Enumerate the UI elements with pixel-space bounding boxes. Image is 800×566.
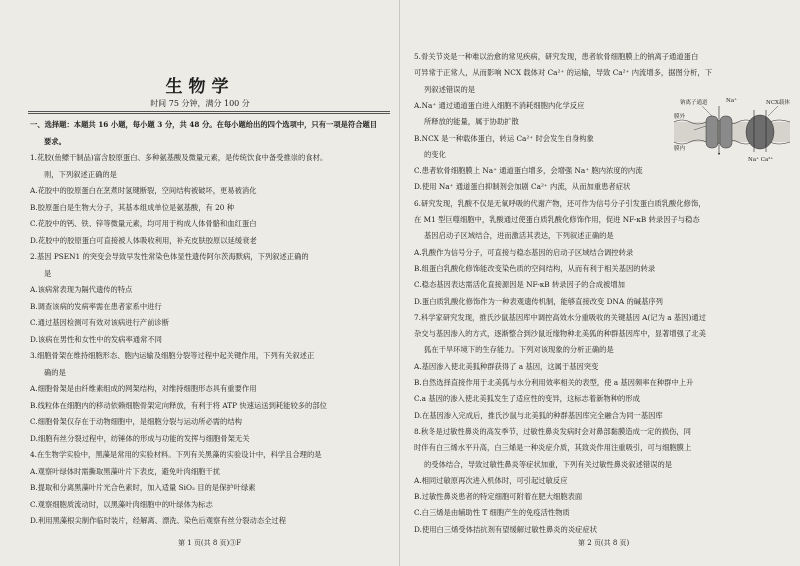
text-line: 2.基因 PSEN1 的突变会导致早发性常染色体显性遗传阿尔茨海默病，下列叙述正确的 (30, 252, 309, 261)
exam-title: 生物学 (165, 77, 235, 97)
text-line: B.组蛋白乳酸化修饰能改变染色质的空间结构，从而有利于相关基因的转录 (414, 263, 656, 273)
text-line: A.花胶中的胶原蛋白在烹煮时氢键断裂，空间结构被破坏，更易被消化 (30, 186, 257, 195)
text-line: B.胶原蛋白是生物大分子，其基本组成单位是氨基酸，有 20 种 (30, 202, 235, 212)
text-line: A.Na⁺ 通过通道蛋白进入细胞不消耗细胞内化学反应 (414, 100, 585, 110)
text-line: A.乳酸作为信号分子，可直接与稳态基因的启动子区域结合调控转录 (414, 247, 634, 257)
text-line: 5.骨关节炎是一种难以治愈的常见疾病，研究发现，患者软骨细胞膜上的钠离子通道蛋白 (414, 52, 699, 61)
text-line: 是 (44, 268, 52, 278)
figure-label-channel: 钠离子通道 (680, 100, 708, 106)
figure-label-inside: 膜内 (674, 146, 686, 152)
text-line: A.细胞骨架是由纤维素组成的网架结构，对维持细胞形态具有重要作用 (30, 384, 257, 393)
text-line: 8.秋冬是过敏性鼻炎的高发季节，过敏性鼻炎发病时会对鼻部黏膜造成一定的损伤，同 (414, 426, 691, 436)
text-line: C.a 基因的渗入使北美狐发生了适应性的变异，这标志着新物种的形成 (414, 394, 640, 404)
text-line: D.该病在男性和女性中的发病率通常不同 (30, 334, 162, 344)
text-line: 4.在生物学实验中，黑藻是常用的实验材料。下列有关黑藻的实验设计中，科学且合理的是 (30, 450, 322, 459)
figure-label-sodium: Na⁺ (726, 98, 737, 104)
text-line: D.细胞有丝分裂过程中，纺锤体的形成与功能的发挥与细胞骨架无关 (30, 433, 250, 443)
title-divider (28, 111, 390, 112)
text-line: 确的是 (44, 367, 66, 377)
figure-label-outside: 膜外 (674, 114, 686, 120)
text-line: B.调查该病的发病率需在患者家系中进行 (30, 301, 162, 311)
text-line: C.白三烯是由辅助性 T 细胞产生的免疫活性物质 (414, 508, 570, 518)
text-line: C.稳态基因表达需活化直接源因是 NF-κB 转录因子的合成被增加 (414, 280, 625, 290)
text-line: A.相同过敏原再次进入机体时，可引起过敏反应 (414, 475, 568, 485)
text-line: B.过敏性鼻炎患者的特定细胞可附着在肥大细胞表面 (414, 492, 583, 502)
text-line: 3.细胞骨架在维持细胞形态、胞内运输及细胞分裂等过程中起关键作用，下列有关叙述正 (30, 351, 315, 360)
text-line: B.线粒体在细胞内的移动依赖细胞骨架定向释放，有利于将 ATP 快速运送到耗能较多的部位 (30, 400, 327, 410)
text-line: 基因启动子区域结合，进而激活其表达，下列叙述正确的是 (424, 231, 614, 241)
text-line: D.在基因渗入完成后，推氏沙鼠与北美狐的种群基因库完全融合为同一基因库 (414, 410, 663, 420)
text-line: 的受体结合，导致过敏性鼻炎等症状加重，下列有关过敏性鼻炎叙述错误的是 (424, 459, 673, 469)
text-line: D.使用 Na⁺ 通道蛋白抑制剂会加剧 Ca²⁺ 内流，从而加重患者症状 (414, 182, 631, 192)
exam-subtitle: 时间 75 分钟，满分 100 分 (150, 99, 250, 108)
figure-label-ncx: NCX载体 (766, 100, 790, 106)
page-1-footer: 第 1 页(共 8 页)③F (178, 539, 242, 547)
text-line: B.自然选择直接作用于北美狐与水分利用效率相关的表型，使 a 基因频率在种群中上升 (414, 378, 694, 387)
text-line: A.观察叶绿体时需撕取黑藻叶片下表皮，避免叶肉细胞干扰 (30, 466, 221, 476)
text-line: 杂交与基因渗入的方式，逐渐整合到沙鼠近缘物种北美狐的种群基因库中，显著增强了北美 (414, 329, 706, 339)
text-line: 列叙述错误的是 (424, 84, 476, 94)
text-line: 7.科学家研究发现，推氏沙鼠基因库中调控高效水分重吸收的关键基因 A(记为 a 基因)通过 (414, 312, 706, 322)
text-line: B.提取和分离黑藻叶片光合色素时，加入适量 SiO₂ 目的是保护叶绿素 (30, 483, 256, 492)
text-line: A.该病常表现为隔代遗传的特点 (30, 285, 133, 294)
text-line: 则，下列叙述正确的是 (44, 169, 117, 179)
page-2-footer: 第 2 页(共 8 页) (578, 539, 630, 547)
text-line: 时伴有白三烯水平升高，白三烯是一种炎症介质，其致炎作用注重吸引，可与细胞膜上 (414, 443, 692, 453)
title-divider-2 (28, 113, 390, 114)
text-line: 所释放的能量，属于协助扩散 (424, 117, 519, 127)
text-line: C.患者软骨细胞膜上 Na⁺ 通道蛋白增多，会增强 Na⁺ 胞内浓度的内流 (414, 166, 643, 176)
text-line: C.通过基因检测可有效对该病进行产前诊断 (30, 318, 169, 327)
membrane-figure (672, 96, 792, 166)
text-line: D.利用黑藻根尖制作临时装片，经解离、漂洗、染色后观察有丝分裂动态全过程 (30, 516, 287, 525)
text-line: D.使用白三烯受体拮抗剂有望缓解过敏性鼻炎的炎症症状 (414, 524, 598, 534)
text-line: B.NCX 是一种载体蛋白，转运 Ca²⁺ 时会发生自身构象 (414, 133, 594, 143)
text-line: 一、选择题：本题共 16 小题，每小题 3 分，共 48 分。在每小题给出的四个选项中，只有一项是符合题目 (30, 120, 378, 129)
text-line: 在 M1 型巨噬细胞中，乳酸通过使蛋白质乳酸化修饰作用，促进 NF-κB 转录因子与稳态 (414, 215, 700, 224)
text-line: D.花胶中的胶原蛋白可直接被人体吸收利用，补充皮肤胶原以延缓衰老 (30, 235, 257, 245)
text-line: D.蛋白质乳酸化修饰作为一种表观遗传机制，能够直接改变 DNA 的碱基序列 (414, 296, 663, 306)
text-line: C.观察细胞质流动时，以黑藻叶肉细胞中的叶绿体为标志 (30, 499, 213, 509)
figure-label-ions: Na⁺ Ca²⁺ (748, 157, 774, 163)
text-line: 6.研究发现，乳酸不仅是无氧呼吸的代谢产物，还可作为信号分子引发蛋白质乳酸化修饰， (414, 198, 706, 208)
page-2 (400, 0, 800, 566)
text-line: A.基因渗入使北美狐种群获得了 a 基因，这属于基因突变 (414, 361, 599, 371)
text-line: C.细胞骨架仅存在于动物细胞中，是细胞分裂与运动所必需的结构 (30, 417, 242, 426)
text-line: 的变化 (424, 149, 446, 159)
text-line: 要求。 (44, 136, 66, 146)
text-line: 可异常于正常人，从而影响 NCX 载体对 Ca²⁺ 的运输，导致 Ca²⁺ 内流增多，据图分析，下 (414, 68, 712, 78)
text-line: 1.花胶(鱼鳔干制品)富含胶原蛋白、多种氨基酸及微量元素，是传统饮食中备受推崇的食材。 (30, 153, 328, 162)
text-line: 狐在干旱环境下的生存能力。下列对该现象的分析正确的是 (424, 345, 614, 355)
text-line: C.花胶中的钙、铁、锌等微量元素，均可用于构成人体骨骼和血红蛋白 (30, 219, 257, 228)
